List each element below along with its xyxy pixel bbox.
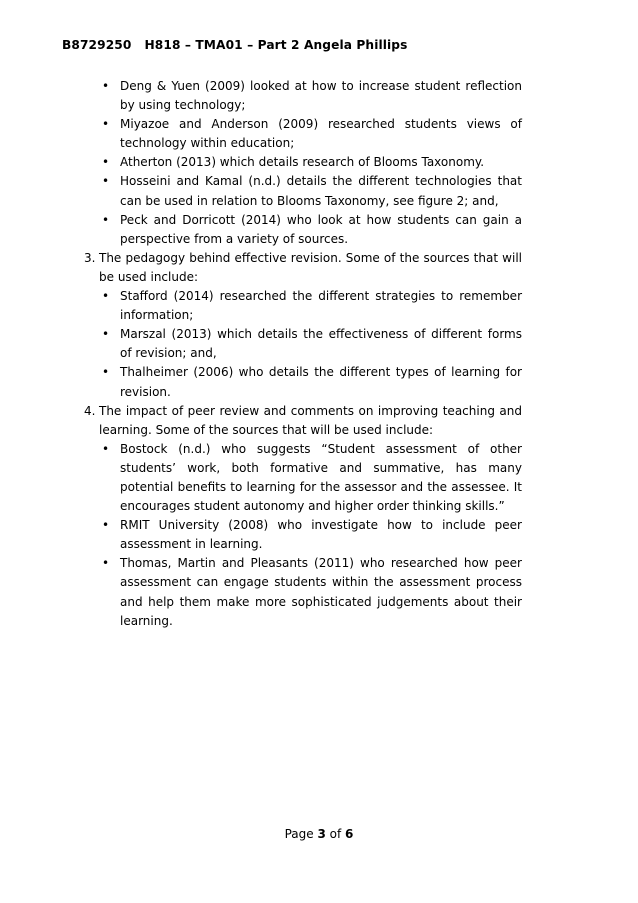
- numbered-topic-list: [62, 249, 522, 631]
- topic-item-3: [62, 249, 522, 402]
- list-item: • Miyazoe and Anderson (2009) researched students views of technology within education;: [62, 115, 522, 153]
- topic-number: 4.: [84, 403, 96, 418]
- list-item: • Thalheimer (2006) who details the different types of learning for revision.: [62, 363, 522, 401]
- page-footer: [0, 827, 638, 841]
- list-item: • Bostock (n.d.) who suggests “Student assessment of other students’ work, both formative and summative, has many potential benefits to learning for the assessor and the assessee. It encourages student autonomy and higher order thinking skills.”: [62, 440, 522, 516]
- source-bullet-list: [99, 440, 522, 631]
- current-page-number: 3: [317, 827, 326, 841]
- list-item: • Stafford (2014) researched the different strategies to remember information;: [62, 287, 522, 325]
- topic-item-4: [62, 402, 522, 631]
- topic-text: The pedagogy behind effective revision. Some of the sources that will be used include:: [99, 250, 522, 284]
- document-body: [62, 77, 522, 631]
- list-item: • Peck and Dorricott (2014) who look at how students can gain a perspective from a variety of sources.: [62, 211, 522, 249]
- total-page-count: 6: [345, 827, 354, 841]
- list-item: • Atherton (2013) which details research of Blooms Taxonomy.: [62, 153, 522, 172]
- source-bullet-list: [99, 287, 522, 402]
- page-of-label: of: [325, 827, 346, 841]
- page-header: B8729250 H818 – TMA01 – Part 2 Angela Phillips: [62, 38, 408, 52]
- page-label: Page: [284, 827, 318, 841]
- topic-number: 3.: [84, 250, 96, 265]
- topic-text: The impact of peer review and comments on improving teaching and learning. Some of the sources that will be used include:: [99, 403, 522, 437]
- list-item: • Hosseini and Kamal (n.d.) details the different technologies that can be used in relation to Blooms Taxonomy, see figure 2; and,: [62, 172, 522, 210]
- list-item: • Deng & Yuen (2009) looked at how to increase student reflection by using technology;: [62, 77, 522, 115]
- list-item: • Thomas, Martin and Pleasants (2011) who researched how peer assessment can engage students within the assessment process and help them make more sophisticated judgements about their learning.: [62, 554, 522, 630]
- reference-bullet-list: [62, 77, 522, 249]
- list-item: • RMIT University (2008) who investigate how to include peer assessment in learning.: [62, 516, 522, 554]
- list-item: • Marszal (2013) which details the effectiveness of different forms of revision; and,: [62, 325, 522, 363]
